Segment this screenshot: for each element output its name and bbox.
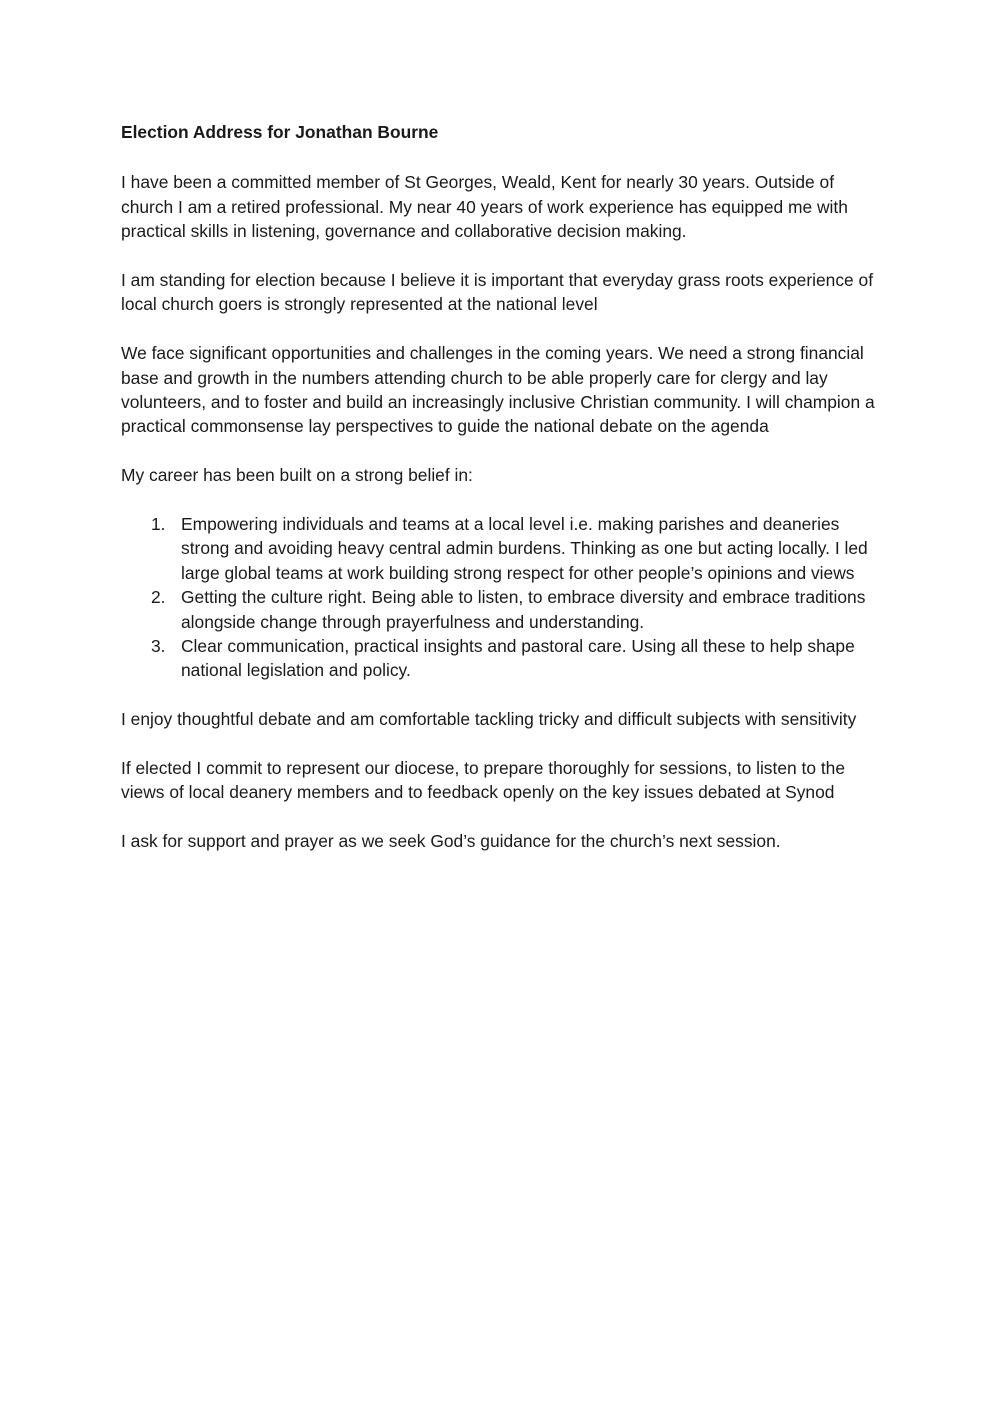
list-item [121,634,891,683]
paragraph-membership: I have been a committed member of St Georges, Weald, Kent for nearly 30 years. Outside of church I am a retired professional. My near 40 years of work experience has equipped me with practical skills in listening, governance and collaborative decision making. [121,172,848,242]
paragraph-debate: I enjoy thoughtful debate and am comfortable tackling tricky and difficult subjects with sensitivity [121,709,857,730]
list-item-number: 1. [151,514,166,535]
paragraph-closing: I ask for support and prayer as we seek God’s guidance for the church’s next session. [121,831,781,852]
paragraph-commitment: If elected I commit to represent our diocese, to prepare thoroughly for sessions, to listen to the views of local deanery members and to feedback openly on the key issues debated at Synod [121,758,846,803]
paragraph-career-intro: My career has been built on a strong belief in: [121,465,473,486]
beliefs-list [121,512,891,683]
list-item-text: Empowering individuals and teams at a local level i.e. making parishes and deaneries strong and avoiding heavy central admin burdens. Thinking as one but acting locally. I led large global teams at work building strong respect for other people’s opinions and views [181,514,868,583]
paragraph-reason-standing: I am standing for election because I believe it is important that everyday grass roots experience of local church goers is strongly represented at the national level [121,270,874,315]
list-item-number: 3. [151,636,166,657]
document-page [121,120,891,878]
list-item [121,585,891,634]
paragraph-challenges: We face significant opportunities and challenges in the coming years. We need a strong financial base and growth in the numbers attending church to be able properly care for clergy and lay volunteers, and to foster and build an increasingly inclusive Christian community. I will champion a practical commonsense lay perspectives to guide the national debate on the agenda [121,343,875,437]
list-item-text: Getting the culture right. Being able to listen, to embrace diversity and embrace traditions alongside change through prayerfulness and understanding. [181,587,866,632]
document-title: Election Address for Jonathan Bourne [121,122,439,142]
list-item-text: Clear communication, practical insights and pastoral care. Using all these to help shape national legislation and policy. [181,636,855,681]
list-item [121,512,891,585]
list-item-number: 2. [151,587,166,608]
